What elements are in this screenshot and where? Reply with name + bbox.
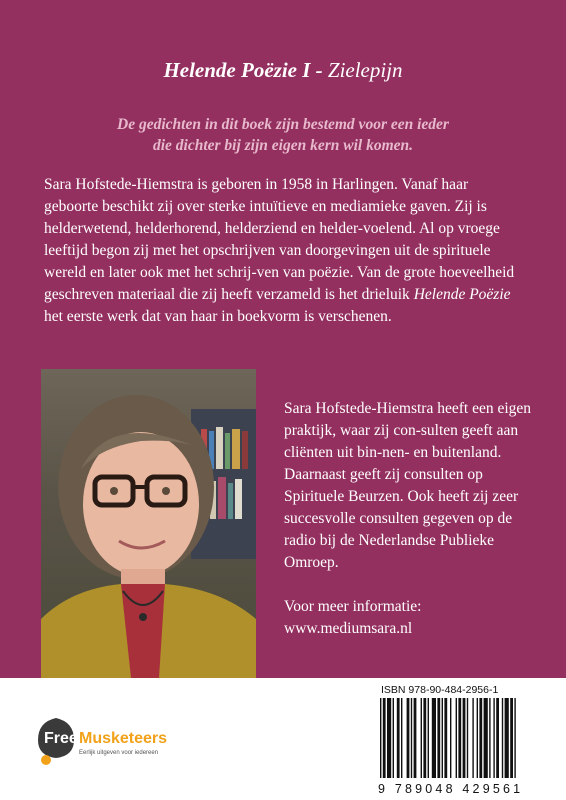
- book-title: [0, 58, 566, 83]
- barcode-digits: 9 789048 429561: [378, 782, 524, 796]
- publisher-logo: [36, 706, 206, 766]
- barcode-image: [380, 698, 558, 778]
- title-main: Helende Poëzie I -: [163, 58, 323, 82]
- publisher-strip: [0, 678, 566, 800]
- author-bio: [44, 174, 520, 328]
- tagline: [40, 114, 526, 156]
- author-photo: [41, 369, 256, 678]
- logo-musketeers-text: Musketeers: [79, 730, 168, 747]
- author-portrait-image: [41, 369, 256, 678]
- logo-tagline: Eerlijk uitgeven voor iedereen: [79, 750, 159, 756]
- bio-text-2: het eerste werk dat van haar in boekvorm is verschenen.: [44, 308, 392, 325]
- title-subtitle: Zielepijn: [327, 58, 403, 82]
- more-info: [284, 596, 534, 640]
- tagline-line-1: De gedichten in dit boek zijn bestemd voor een ieder: [117, 116, 449, 133]
- website-link[interactable]: www.mediumsara.nl: [284, 620, 413, 637]
- more-info-label: Voor meer informatie:: [284, 598, 422, 615]
- tagline-line-2: die dichter bij zijn eigen kern wil komen.: [152, 137, 414, 154]
- logo-free-text: Free: [44, 730, 78, 747]
- isbn-label: ISBN 978-90-484-2956-1: [381, 684, 499, 696]
- bio-book-title: Helende Poëzie: [413, 286, 511, 303]
- practice-text: Sara Hofstede-Hiemstra heeft een eigen praktijk, waar zij con-sulten geeft aan cliënten uit bin-nen- en buitenland. Daarnaast geeft zij consulten op Spirituele Beurzen. Ook heeft zij zeer succesvolle consulten gegeven op de radio bij de Nederlandse Publieke Omroep.: [284, 400, 532, 571]
- bio-text-1: Sara Hofstede-Hiemstra is geboren in 1958 in Harlingen. Vanaf haar geboorte beschikt zij over sterke intuïtieve en mediamieke gaven. Zij is helderwetend, helderhorend, helderziend en helder-voelend. Al op vroege leeftijd begon zij met het opschrijven van doorgevingen uit de spirituele wereld en later ook met het schrij-ven van poëzie. Van de grote hoeveelheid geschreven materiaal die zij heeft verzameld is het drieluik: [44, 176, 515, 303]
